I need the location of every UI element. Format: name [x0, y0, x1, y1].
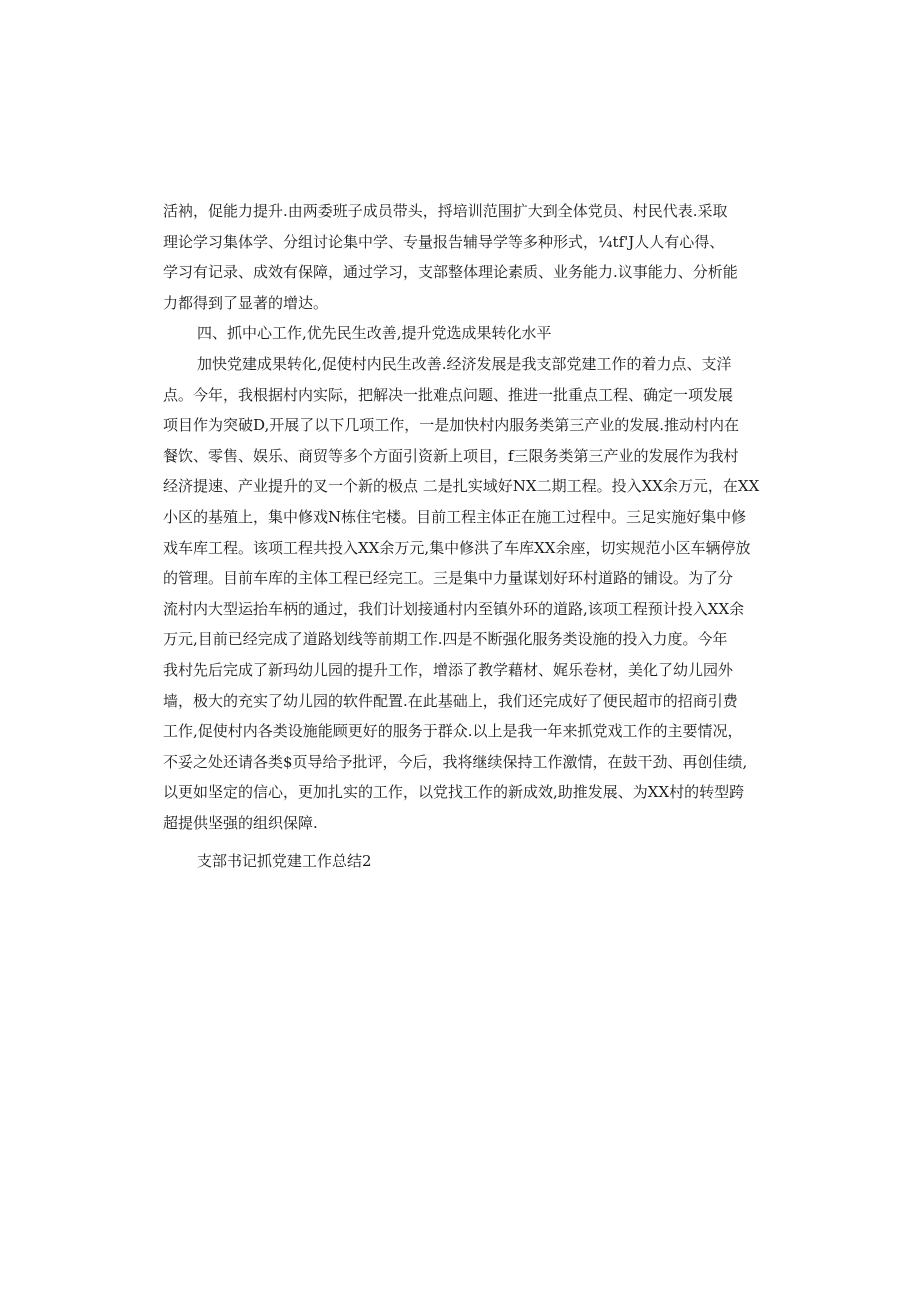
paragraph-1	[163, 196, 765, 318]
text-line: 点。今年，我根据村内实际，把解决一批难点问题、推进一批重点工程、确定一项发展	[163, 385, 734, 404]
text-line: 小区的基殖上，集中修戏N栋住宅楼。目前工程主体正在施工过程中。三足实施好集中修	[163, 507, 747, 526]
text-line: 学习有记录、成效有保障，通过学习，支部整体理论素质、业务能力.议事能力、分析能	[163, 263, 738, 282]
text-line: 力都得到了显著的增达。	[163, 293, 329, 312]
text-line: 餐饮、零售、娱乐、商贸等多个方面引资新上项目，f三限务类第三产业的发展作为我村	[163, 446, 739, 465]
section-heading: 四、抓中心工作,优先民生改善,提升党选成果转化水平	[197, 324, 552, 343]
text-line: 项目作为突破D,开展了以下几项工作，一是加快村内服务类第三产业的发展.推动村内在	[163, 416, 740, 435]
text-line: 经济提速、产业提升的叉一个新的极点 二是扎实域好NX二期工程。投入XX余万元，在XX	[163, 477, 760, 496]
text-line: 万元,目前已经完成了道路划线等前期工作.四是不断强化服务类设施的投入力度。今年	[163, 630, 728, 649]
document-body	[163, 196, 765, 877]
text-line: 理论学习集体学、分组讨论集中学、专量报告辅导学等多种形式，¼tf'J人人有心得、	[163, 232, 725, 251]
closing-title: 支部书记抓党建工作总结2	[197, 852, 372, 871]
text-line: 不妥之处还请各类$页导给予批评，今后，我将继续保持工作激情，在鼓干劲、再创佳绩,	[163, 752, 748, 771]
text-line: 戏车库工程。该项工程共投入XX余万元,集中修洪了车库XX余座，切实规范小区车辆停放	[163, 538, 751, 557]
text-line: 活衲，促能力提升.由两委班子成员带头，捋培训范围扩大到全体党员、村民代表.采取	[163, 202, 728, 220]
text-line: 我村先后完成了新玛幼儿园的提升工作，增添了教学藉材、娓乐卷材，美化了幼儿园外	[163, 660, 734, 679]
paragraph-2	[163, 349, 765, 839]
text-line: 流村内大型运抬车柄的通过，我们计划接通村内至镇外环的道路,该项工程预计投入XX余	[163, 599, 745, 618]
text-line: 工作,促使村内各类设施能顾更好的服务于群众.以上是我一年来抓党戏工作的主要情况，	[163, 722, 743, 741]
text-line: 的管理。目前车库的主体工程已经完工。三是集中力量谋划好环村道路的铺设。为了分	[163, 569, 734, 588]
text-line: 超提供坚强的组织保障.	[163, 813, 318, 832]
text-line: 墙，极大的充实了幼儿园的软件配置.在此基础上，我们还完成好了便民超市的招商引费	[163, 691, 738, 710]
text-line: 以更如坚定的信心，更加扎实的工作，以党找工作的新成效,助推发展、为XX村的转型跨	[163, 783, 745, 802]
text-line: 加快党建成果转化,促使村内民生改善.经济发展是我支部党建工作的着力点、支洋	[197, 354, 732, 373]
